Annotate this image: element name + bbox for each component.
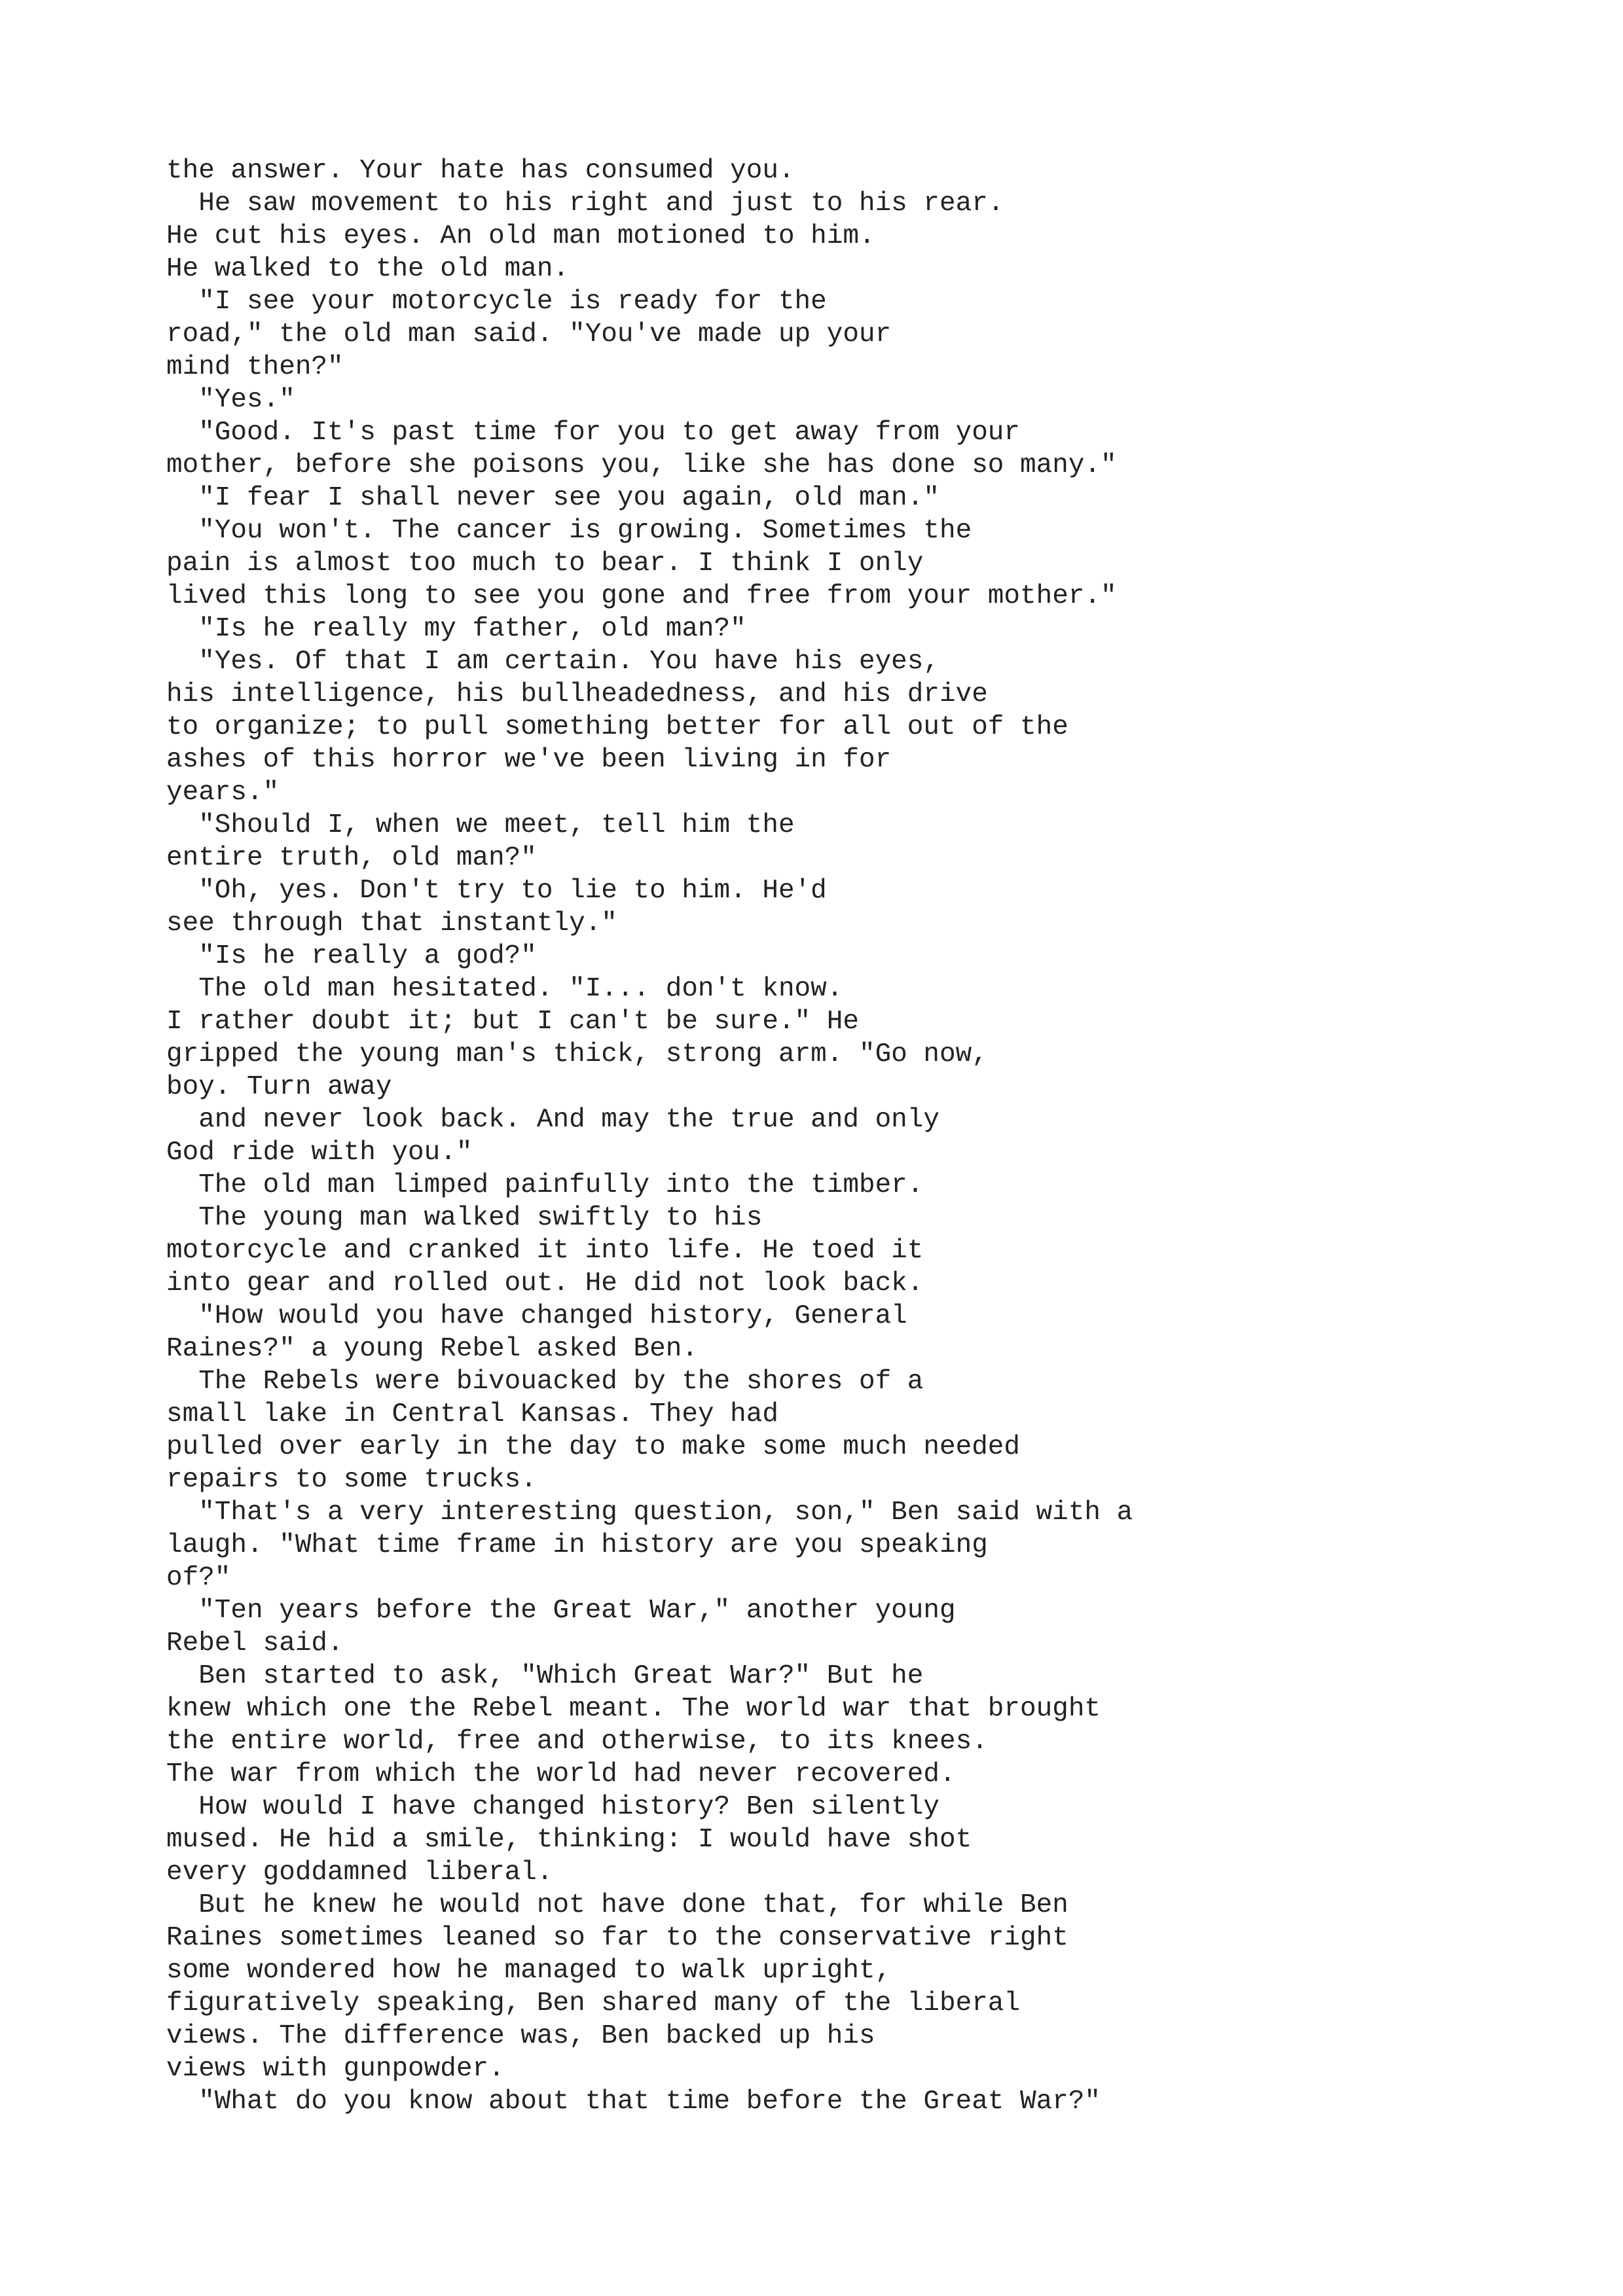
text-line: and never look back. And may the true and only: [166, 1105, 939, 1135]
text-line: see through that instantly.": [166, 908, 617, 939]
text-line: mused. He hid a smile, thinking: I would have shot: [166, 1825, 972, 1855]
text-line: views with gunpowder.: [166, 2054, 505, 2084]
text-line: "You won't. The cancer is growing. Sometimes the: [166, 516, 972, 546]
text-line: views. The difference was, Ben backed up his: [166, 2021, 875, 2051]
text-line: He cut his eyes. An old man motioned to him.: [166, 221, 875, 251]
text-line: God ride with you.": [166, 1138, 473, 1168]
text-line: figuratively speaking, Ben shared many of the liberal: [166, 1988, 1021, 2018]
text-line: to organize; to pull something better for all out of the: [166, 712, 1068, 742]
text-line: "How would you have changed history, General: [166, 1301, 907, 1331]
text-line: road," the old man said. "You've made up your: [166, 319, 892, 350]
text-line: "Should I, when we meet, tell him the: [166, 810, 795, 840]
text-line: laugh. "What time frame in history are you speaking: [166, 1530, 988, 1560]
text-line: Raines?" a young Rebel asked Ben.: [166, 1334, 698, 1364]
text-line: "Is he really my father, old man?": [166, 614, 746, 644]
text-line: "That's a very interesting question, son," Ben said with a: [166, 1498, 1133, 1528]
text-line: "I fear I shall never see you again, old man.": [166, 483, 939, 513]
text-line: his intelligence, his bullheadedness, and his drive: [166, 679, 988, 709]
text-line: boy. Turn away: [166, 1072, 392, 1102]
text-line: of?": [166, 1563, 231, 1593]
text-line: mother, before she poisons you, like she has done so many.": [166, 450, 1117, 480]
text-line: some wondered how he managed to walk upright,: [166, 1956, 892, 1986]
text-line: "Good. It's past time for you to get away from your: [166, 418, 1021, 448]
text-line: gripped the young man's thick, strong arm. "Go now,: [166, 1039, 988, 1069]
text-line: The old man limped painfully into the timber.: [166, 1170, 924, 1200]
text-line: mind then?": [166, 352, 344, 382]
text-line: lived this long to see you gone and free from your mother.": [166, 581, 1117, 611]
text-line: The young man walked swiftly to his: [166, 1203, 763, 1233]
text-line: motorcycle and cranked it into life. He toed it: [166, 1236, 924, 1266]
text-line: Rebel said.: [166, 1628, 344, 1659]
text-line: "I see your motorcycle is ready for the: [166, 287, 827, 317]
text-line: every goddamned liberal.: [166, 1857, 553, 1888]
text-line: Ben started to ask, "Which Great War?" But he: [166, 1661, 924, 1691]
text-line: the entire world, free and otherwise, to its knees.: [166, 1727, 988, 1757]
text-line: But he knew he would not have done that, for while Ben: [166, 1890, 1068, 1920]
text-line: He saw movement to his right and just to his rear.: [166, 188, 1004, 219]
text-line: He walked to the old man.: [166, 254, 570, 284]
text-line: "What do you know about that time before the Great War?": [166, 2087, 1101, 2117]
text-line: ashes of this horror we've been living in for: [166, 745, 892, 775]
text-line: small lake in Central Kansas. They had: [166, 1399, 778, 1429]
text-line: the answer. Your hate has consumed you.: [166, 156, 795, 186]
text-line: into gear and rolled out. He did not look back.: [166, 1268, 924, 1299]
text-line: repairs to some trucks.: [166, 1465, 537, 1495]
body-text: [166, 154, 1476, 2118]
text-line: "Is he really a god?": [166, 941, 537, 971]
text-line: The old man hesitated. "I... don't know.: [166, 974, 843, 1004]
text-line: knew which one the Rebel meant. The world war that brought: [166, 1694, 1101, 1724]
text-line: years.": [166, 778, 280, 808]
text-line: I rather doubt it; but I can't be sure." He: [166, 1007, 859, 1037]
text-line: Raines sometimes leaned so far to the conservative right: [166, 1923, 1068, 1953]
text-line: The war from which the world had never recovered.: [166, 1759, 956, 1789]
text-line: "Oh, yes. Don't try to lie to him. He'd: [166, 876, 827, 906]
text-line: The Rebels were bivouacked by the shores of a: [166, 1367, 924, 1397]
text-line: "Ten years before the Great War," another young: [166, 1596, 956, 1626]
text-line: "Yes. Of that I am certain. You have his eyes,: [166, 647, 939, 677]
text-line: pulled over early in the day to make some much needed: [166, 1432, 1021, 1462]
text-line: entire truth, old man?": [166, 843, 537, 873]
text-line: pain is almost too much to bear. I think I only: [166, 548, 924, 579]
text-line: "Yes.": [166, 385, 295, 415]
text-line: How would I have changed history? Ben silently: [166, 1792, 939, 1822]
